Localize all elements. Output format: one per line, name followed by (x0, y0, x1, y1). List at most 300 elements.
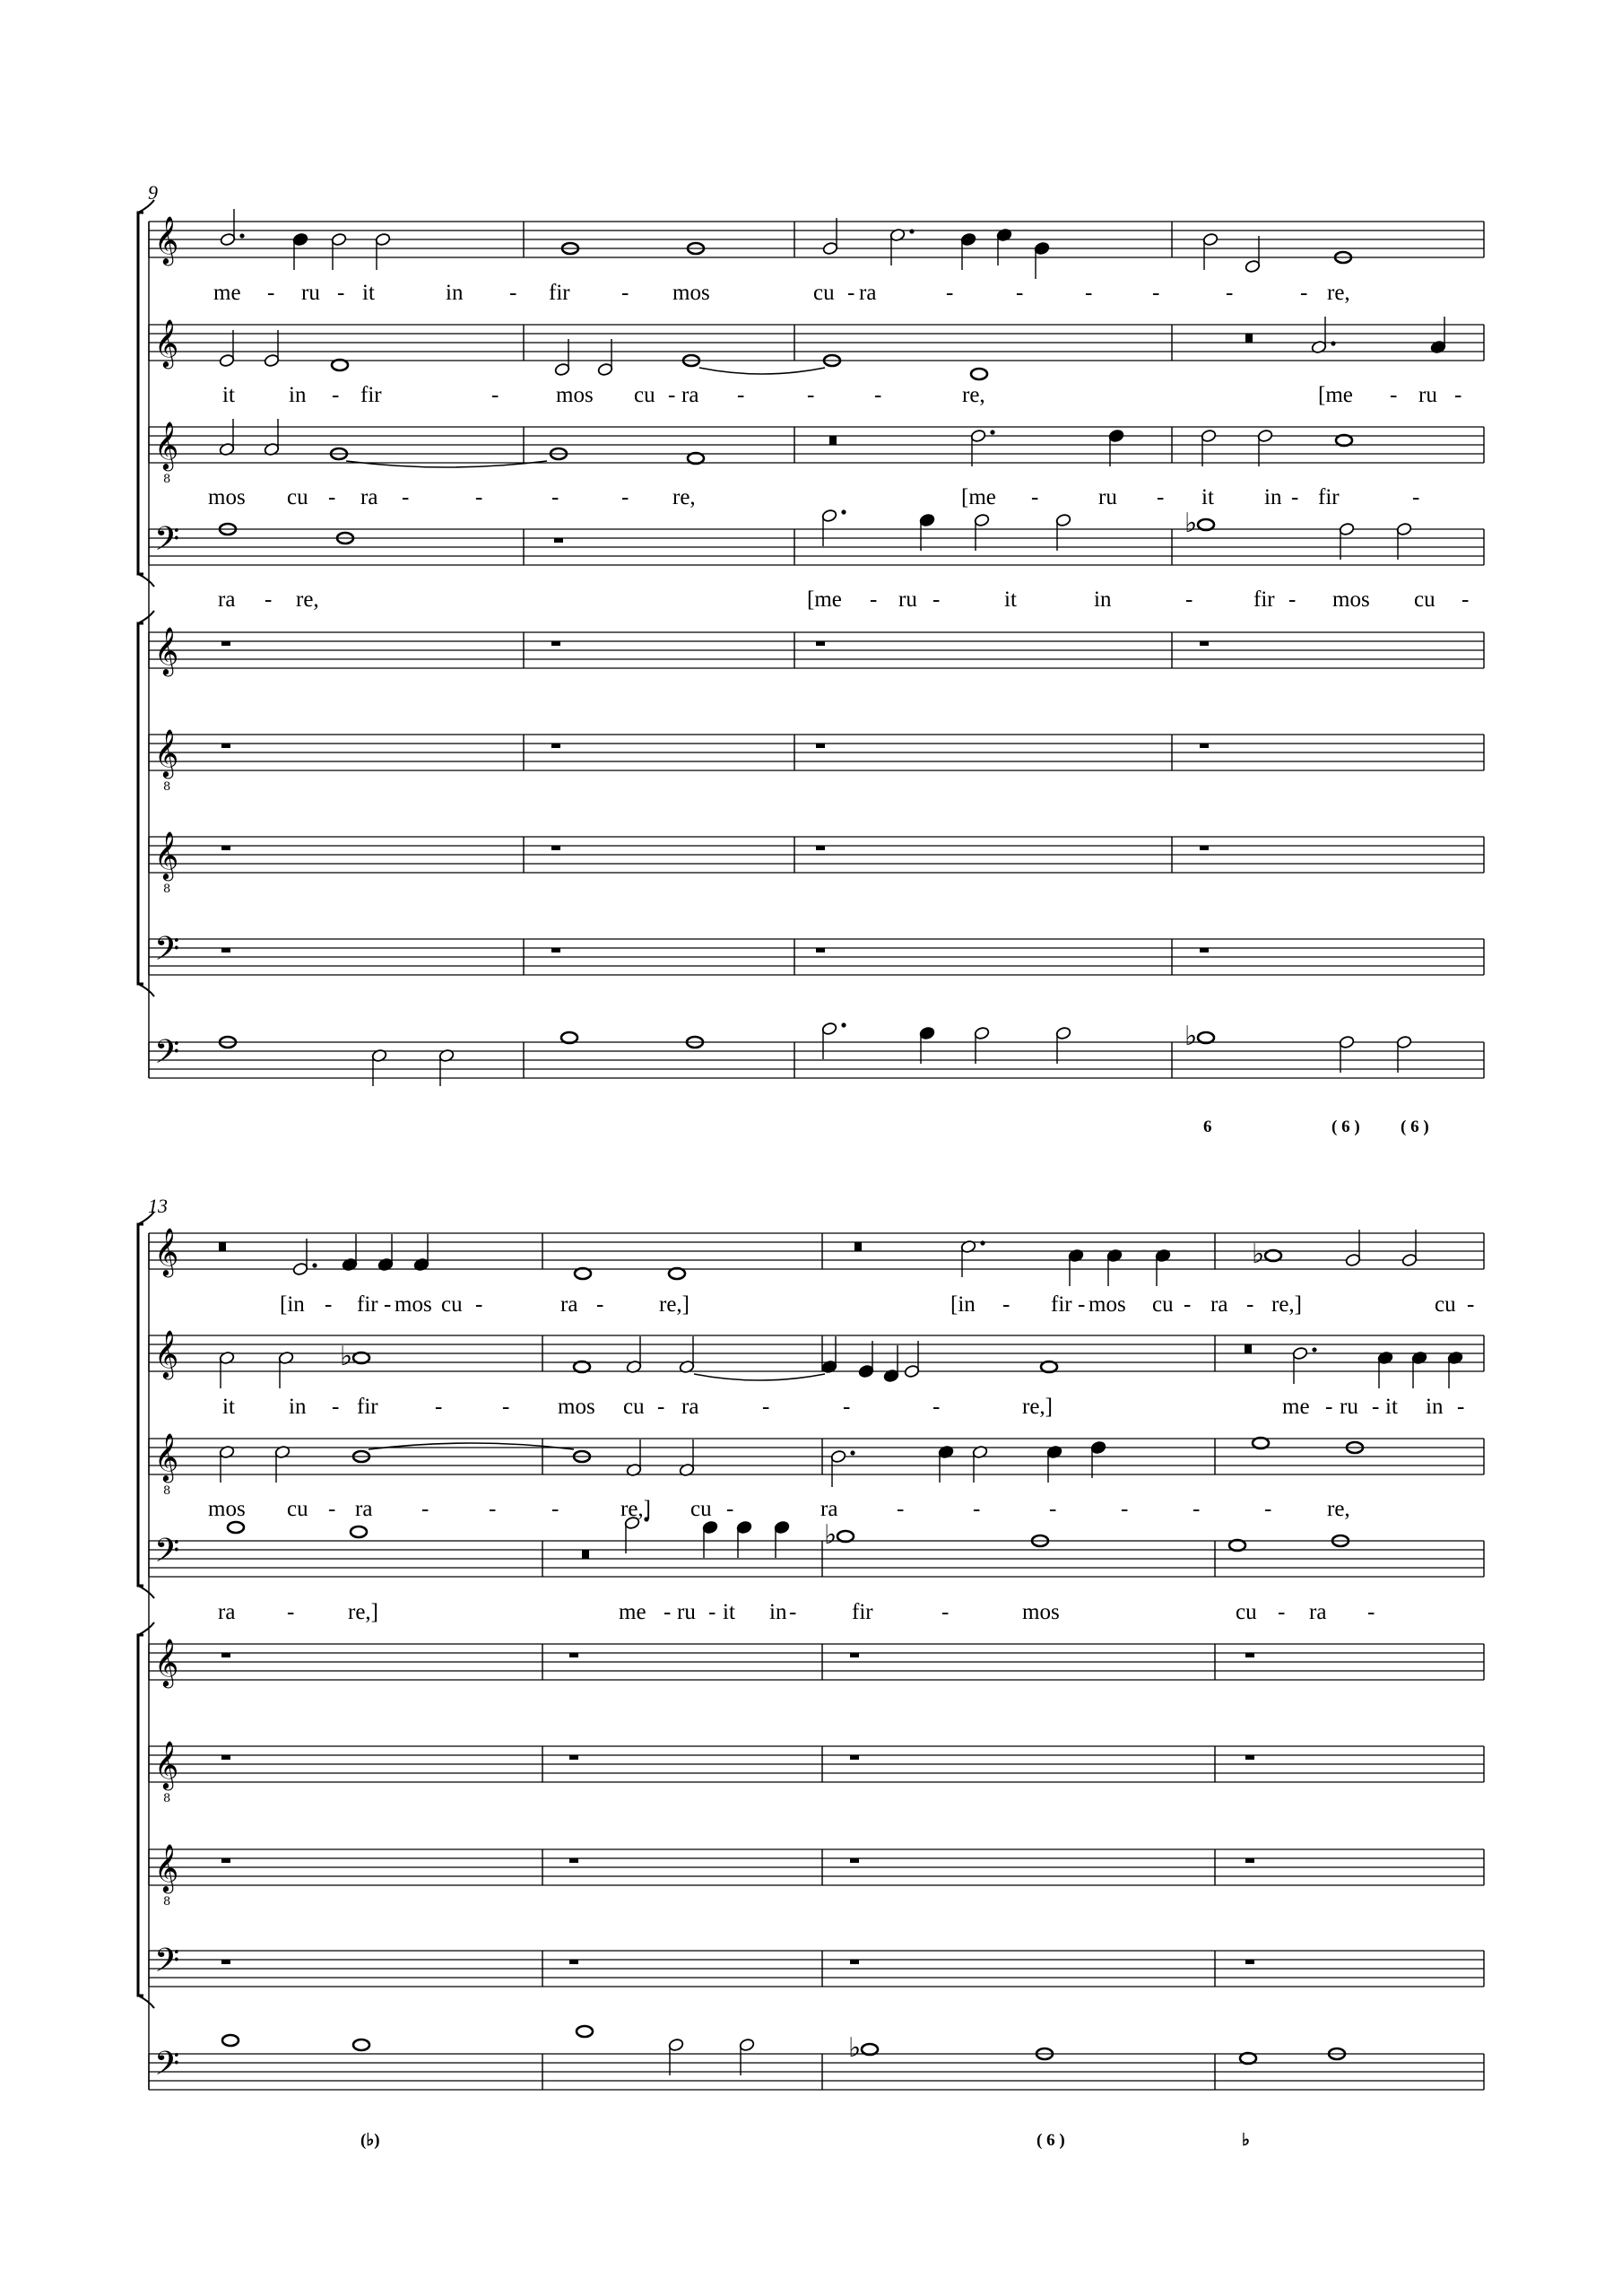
note-head (220, 232, 236, 246)
augmentation-dot (1331, 341, 1335, 345)
whole-rest-icon (1200, 641, 1209, 646)
note (688, 453, 704, 464)
whole-rest-icon (221, 641, 230, 646)
treble-clef-icon: 𝄞 (154, 728, 179, 777)
note (1055, 1026, 1071, 1064)
note (1068, 1248, 1084, 1286)
lyric: - (328, 485, 336, 509)
lyric: cu (623, 1395, 645, 1419)
whole-rest-icon (850, 1858, 859, 1863)
lyric: cu (1435, 1292, 1456, 1317)
note (736, 1520, 752, 1558)
note (971, 369, 987, 379)
lyric: - (332, 383, 340, 407)
lyric: - (402, 485, 410, 509)
lyric: - (843, 1395, 851, 1419)
lyric: fir (357, 1395, 378, 1419)
note (1411, 1351, 1427, 1388)
breve-rest-icon (854, 1242, 862, 1251)
figured-bass-figure: ♭ (1242, 2131, 1250, 2150)
lyric: - (435, 1395, 443, 1419)
lyric: - (762, 1395, 770, 1419)
lyric: ra (218, 587, 236, 612)
note (274, 1445, 291, 1483)
lyric: - (1078, 1292, 1086, 1317)
lyric: cu (287, 1497, 308, 1521)
flat-icon: ♭ (1252, 1239, 1265, 1270)
whole-rest-icon (569, 1653, 578, 1657)
note (264, 330, 280, 368)
lyric: it (222, 383, 235, 407)
bass-clef-icon: 𝄢 (154, 930, 180, 976)
note (679, 1336, 695, 1374)
octave-8-mark: 8 (163, 780, 171, 794)
note-head (1240, 2053, 1256, 2064)
note (624, 1516, 649, 1553)
lyric: [me (1318, 383, 1353, 407)
note (960, 1239, 985, 1277)
lyric: ra (820, 1497, 838, 1521)
note-head (1055, 513, 1071, 526)
note (889, 228, 915, 265)
lyric: - (1291, 485, 1299, 509)
note (1229, 1540, 1245, 1551)
staff (149, 318, 1484, 369)
figured-bass-system-1 (1203, 1118, 1429, 1136)
staff (149, 831, 1484, 896)
note (883, 1345, 899, 1383)
note (702, 1520, 718, 1558)
lyric: ru (1098, 485, 1117, 509)
note-head (331, 232, 347, 246)
lyric: - (1467, 1292, 1475, 1317)
lyric: - (491, 383, 499, 407)
note (1202, 232, 1219, 270)
whole-rest-icon (221, 1653, 230, 1657)
system-bracket (138, 213, 143, 574)
note (960, 232, 976, 270)
lyric: ru (1418, 383, 1437, 407)
lyric: - (1002, 1292, 1010, 1317)
staff (149, 1942, 1484, 1987)
lyric: - (1185, 587, 1193, 612)
lyric: - (897, 1497, 905, 1521)
lyric: - (1031, 485, 1039, 509)
lyrics-system-1-voice-2 (222, 383, 1462, 407)
note-head (919, 1026, 935, 1039)
note-head (353, 1352, 369, 1363)
note (904, 1341, 920, 1378)
lyric: - (1288, 587, 1297, 612)
note (597, 339, 613, 377)
lyric: - (1390, 383, 1398, 407)
augmentation-dot (841, 509, 846, 514)
bass-clef-icon: 𝄢 (154, 2045, 180, 2091)
note-head (822, 241, 838, 255)
note (1184, 508, 1214, 539)
lyric: cu (1152, 1292, 1174, 1317)
lyric: cu (634, 383, 655, 407)
lyrics-system-1-voice-3 (208, 485, 1419, 509)
note (1377, 1351, 1393, 1388)
note (377, 1234, 394, 1272)
lyric: - (475, 1292, 483, 1317)
lyric: re, (1327, 1497, 1350, 1521)
whole-rest-icon (551, 744, 560, 748)
note (938, 1445, 954, 1483)
lyric: re,] (620, 1497, 651, 1521)
note (342, 1234, 358, 1272)
whole-rest-icon (221, 1960, 230, 1964)
note-head (837, 1531, 854, 1542)
lyric: - (932, 587, 941, 612)
note (561, 1032, 577, 1043)
tie (694, 1374, 825, 1380)
flat-icon: ♭ (824, 1519, 837, 1551)
note-head (575, 1268, 591, 1279)
note-head (1396, 1035, 1412, 1048)
lyric: - (621, 281, 629, 305)
note-head (821, 1022, 837, 1035)
note (1245, 236, 1261, 274)
note-head (1245, 259, 1261, 273)
note-head (1202, 232, 1219, 246)
whole-rest-icon (221, 846, 230, 850)
lyric: - (973, 1497, 981, 1521)
lyric: - (789, 1600, 797, 1624)
note (974, 1026, 990, 1064)
note-head (561, 1032, 577, 1043)
note (1311, 317, 1336, 354)
bass-clef-icon: 𝄢 (154, 1942, 180, 1987)
lyric: - (1184, 1292, 1192, 1317)
measure-number-9: 9 (148, 181, 158, 204)
bracket-hook (138, 1586, 154, 1598)
octave-8-mark: 8 (163, 1484, 171, 1498)
lyric: - (726, 1497, 734, 1521)
lyric: in (1094, 587, 1112, 612)
lyric: ra (859, 281, 877, 305)
lyric: - (1264, 1497, 1272, 1521)
note-head (292, 232, 308, 246)
treble-clef-icon: 𝄞 (154, 626, 179, 674)
note-head (1041, 1361, 1057, 1372)
note (1184, 1021, 1214, 1052)
note-head (919, 513, 935, 526)
note-head (830, 1449, 846, 1463)
system-bracket (138, 1635, 143, 1996)
staff (149, 1432, 1484, 1498)
note-head (1339, 1035, 1355, 1048)
lyrics-system-2-voice-2 (222, 1395, 1464, 1419)
lyric: cu (287, 485, 308, 509)
lyrics-system-2-voice-4 (218, 1600, 1375, 1624)
whole-rest-icon (551, 641, 560, 646)
note (679, 1439, 695, 1477)
note (1396, 1035, 1412, 1073)
whole-rest-icon (1245, 1653, 1254, 1657)
note (626, 1336, 642, 1374)
lyric: - (1462, 587, 1470, 612)
lyric: re, (296, 587, 319, 612)
staff (149, 215, 1484, 265)
note (739, 2038, 755, 2075)
treble-clef-icon: 𝄞 (154, 318, 179, 367)
note-head (1055, 1026, 1071, 1039)
note (219, 1445, 235, 1483)
staff (149, 626, 1484, 676)
staff (149, 1532, 1484, 1578)
note (1401, 1230, 1418, 1267)
augmentation-dot (990, 430, 994, 434)
bass-clef-icon: 𝄢 (154, 520, 180, 566)
lyric: - (1226, 281, 1234, 305)
note (574, 1361, 590, 1372)
lyric: - (708, 1600, 716, 1624)
staff (149, 1638, 1484, 1688)
note (1090, 1440, 1106, 1478)
bracket-hook (138, 611, 154, 623)
lyric: - (1367, 1600, 1375, 1624)
note (858, 1341, 874, 1378)
lyric: it (222, 1395, 235, 1419)
staff (149, 1843, 1484, 1909)
lyric: - (657, 1395, 665, 1419)
lyric: - (489, 1497, 497, 1521)
tie (346, 461, 547, 467)
lyric: fir (357, 1292, 378, 1317)
lyric: re,] (1271, 1292, 1302, 1317)
note (219, 1351, 235, 1388)
lyric: it (1004, 587, 1017, 612)
lyric: - (1372, 1395, 1380, 1419)
treble-clef-icon: 𝄞 (154, 1638, 179, 1686)
whole-rest-icon (850, 1755, 859, 1760)
note-head (669, 1268, 685, 1279)
lyric: - (1278, 1600, 1286, 1624)
measure-number-13: 13 (148, 1195, 168, 1217)
lyric: cu (813, 281, 835, 305)
lyric: - (1300, 281, 1308, 305)
bracket-hook (138, 574, 154, 587)
note (292, 1239, 317, 1276)
lyric: mos (208, 485, 246, 509)
staff (149, 930, 1484, 976)
note-head (858, 1364, 874, 1378)
lyric: cu (441, 1292, 463, 1317)
lyric: - (1085, 281, 1093, 305)
note-head (774, 1520, 790, 1534)
bass-clef-icon: 𝄢 (154, 1033, 180, 1079)
whole-rest-icon (1200, 744, 1209, 748)
lyric: in (1426, 1395, 1444, 1419)
flat-icon: ♭ (340, 1341, 353, 1372)
breve-rest-icon (1245, 334, 1253, 343)
note-head (353, 2039, 369, 2050)
augmentation-dot (239, 233, 244, 238)
augmentation-dot (909, 229, 914, 233)
lyric: mos (1022, 1600, 1060, 1624)
note (1292, 1346, 1317, 1384)
note (824, 1519, 854, 1551)
whole-rest-icon (221, 1858, 230, 1863)
whole-rest-icon (554, 538, 563, 543)
note (1345, 1230, 1361, 1267)
note (1339, 522, 1355, 560)
note-head (1198, 519, 1214, 530)
octave-8-mark: 8 (163, 1792, 171, 1805)
whole-rest-icon (1200, 846, 1209, 850)
note-head (1229, 1540, 1245, 1551)
note (1055, 513, 1071, 551)
figured-bass-system-2 (360, 2131, 1250, 2150)
note (1447, 1351, 1463, 1388)
note (575, 1268, 591, 1279)
note (264, 419, 280, 457)
lyric: it (723, 1600, 735, 1624)
figured-bass-figure: ( 6 ) (1401, 1118, 1429, 1136)
breve-rest-icon (1245, 1344, 1252, 1353)
note (830, 1449, 855, 1487)
lyric: ra (355, 1497, 373, 1521)
lyric: [me (961, 485, 996, 509)
note (219, 419, 235, 457)
treble-clef-icon: 𝄞 (154, 1740, 179, 1788)
note (668, 2038, 684, 2075)
note-head (904, 1364, 920, 1378)
note (822, 218, 838, 256)
note-head (1396, 522, 1412, 535)
whole-rest-icon (816, 948, 825, 952)
note-head (1253, 1438, 1269, 1448)
note-head (1265, 1250, 1281, 1261)
note (996, 228, 1012, 265)
note-head (554, 362, 570, 376)
note (1430, 317, 1446, 354)
lyric: - (1049, 1497, 1057, 1521)
bracket-hook (138, 984, 154, 996)
lyric: mos (672, 281, 710, 305)
note (1041, 1361, 1057, 1372)
note-head (736, 1520, 752, 1534)
lyrics-system-2-voice-3 (208, 1497, 1350, 1521)
note (1336, 435, 1352, 446)
note-head (1108, 429, 1124, 442)
staff (149, 728, 1484, 794)
note (1252, 1239, 1281, 1270)
note (278, 1351, 294, 1388)
breve-rest-icon (219, 1242, 226, 1251)
lyric: fir (1051, 1292, 1072, 1317)
lyric: me (619, 1600, 646, 1624)
note-head (375, 232, 391, 246)
lyric: in (289, 383, 307, 407)
lyric: re, (962, 383, 985, 407)
note (1155, 1248, 1171, 1286)
lyric: - (941, 1600, 950, 1624)
whole-rest-icon (551, 948, 560, 952)
note (1046, 1445, 1063, 1483)
note-head (688, 453, 704, 464)
lyric: ru (1340, 1395, 1358, 1419)
note (774, 1520, 790, 1558)
note (332, 360, 348, 370)
bracket-hook (138, 1996, 154, 2008)
lyric: mos (1089, 1292, 1126, 1317)
lyric: ru (677, 1600, 696, 1624)
lyric: ra (1309, 1600, 1327, 1624)
whole-rest-icon (1245, 1858, 1254, 1863)
lyric: it (1385, 1395, 1398, 1419)
octave-8-mark: 8 (163, 473, 171, 486)
treble-clef-icon: 𝄞 (154, 1227, 179, 1275)
note (340, 1341, 369, 1372)
note (669, 1268, 685, 1279)
lyric: mos (1332, 587, 1370, 612)
note-head (292, 1262, 308, 1275)
lyric: - (668, 383, 676, 407)
lyric: - (421, 1497, 429, 1521)
note-head (597, 362, 613, 376)
breve-rest-icon (582, 1550, 589, 1559)
lyric: ra (218, 1600, 236, 1624)
note-head (1401, 1253, 1418, 1266)
note-head (332, 360, 348, 370)
note-head (1345, 1253, 1361, 1266)
note (577, 2026, 593, 2037)
lyric: in (446, 281, 464, 305)
system-bracket (138, 623, 143, 984)
note-head (1339, 522, 1355, 535)
lyric: re,] (1022, 1395, 1053, 1419)
lyric: me (1282, 1395, 1310, 1419)
whole-rest-icon (1200, 948, 1209, 952)
note (821, 1336, 837, 1374)
staff (149, 1740, 1484, 1805)
augmentation-dot (841, 1022, 846, 1027)
note-head (702, 1520, 718, 1534)
whole-rest-icon (1245, 1960, 1254, 1964)
note (375, 232, 391, 270)
whole-rest-icon (850, 1653, 859, 1657)
lyric: mos (558, 1395, 595, 1419)
whole-rest-icon (816, 641, 825, 646)
note-head (264, 353, 280, 367)
note (1253, 1438, 1269, 1448)
treble-clef-icon: 𝄞 (154, 831, 179, 879)
flat-icon: ♭ (1184, 1021, 1198, 1052)
lyric: it (1201, 485, 1214, 509)
lyric: - (265, 587, 273, 612)
figured-bass-figure: (♭) (360, 2131, 380, 2150)
flat-icon: ♭ (1184, 508, 1198, 539)
flat-icon: ♭ (848, 2032, 862, 2064)
lyric: me (213, 281, 241, 305)
lyric: fir (1318, 485, 1340, 509)
note-head (970, 429, 986, 442)
bracket-hook (138, 1622, 154, 1635)
lyric: - (1454, 383, 1462, 407)
lyric: - (874, 383, 882, 407)
note-head (1257, 429, 1273, 442)
lyric: ru (898, 587, 917, 612)
note (220, 209, 245, 247)
note (821, 509, 846, 546)
lyric: - (807, 383, 815, 407)
octave-8-mark: 8 (163, 1895, 171, 1909)
note (1108, 429, 1124, 466)
augmentation-dot (850, 1450, 854, 1455)
